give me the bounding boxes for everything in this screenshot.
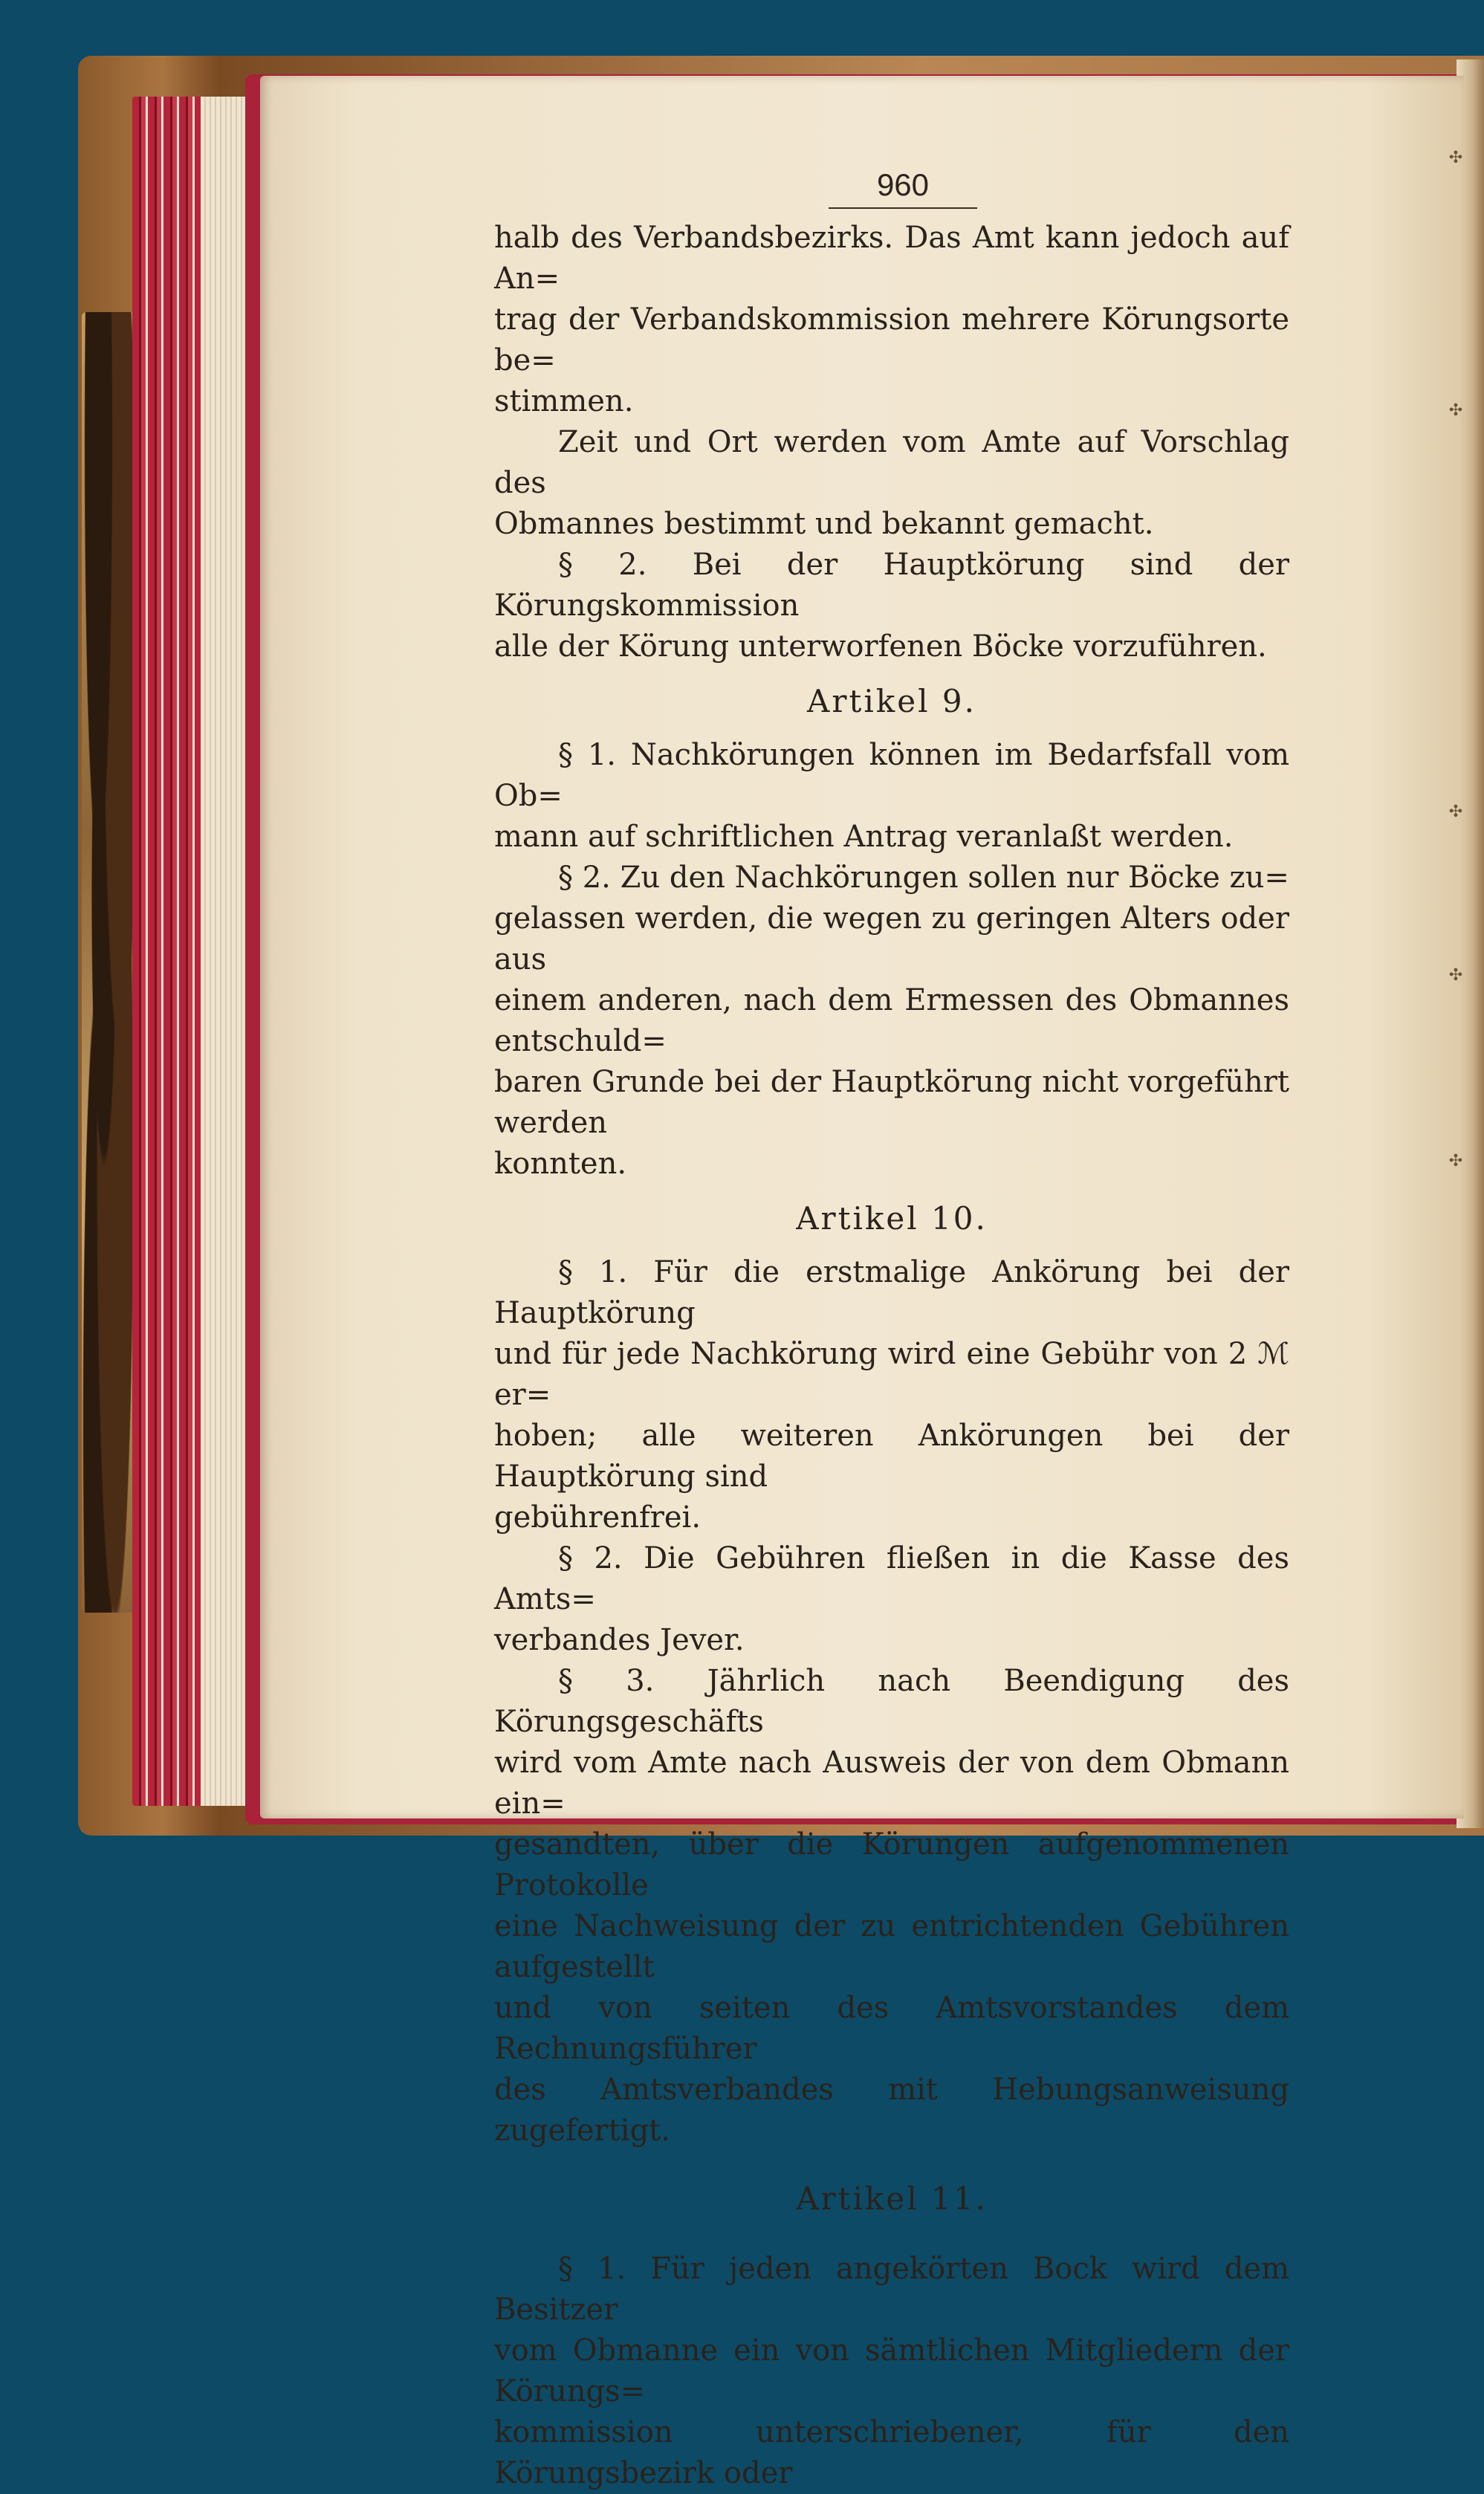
page-number: 960 <box>829 167 977 209</box>
article-9-heading: Artikel 9. <box>807 683 976 719</box>
paragraph-3: § 2. Bei der Hauptkörung sind der Körungskommission alle der Körung unterworfenen Böcke vorzuführen. <box>494 548 1289 664</box>
paragraph-5: § 2. Zu den Nachkörungen sollen nur Böcke zu= gelassen werden, die wegen zu geringen Alters oder aus einem anderen, nach dem Ermessen des Obmannes entschuld= baren Grunde bei der Hauptkörung nicht vorgeführt werden konnten. <box>494 861 1289 1181</box>
article-11-heading: Artikel 11. <box>796 2180 988 2217</box>
paragraph-8: § 3. Jährlich nach Beendigung des Körungsgeschäfts wird vom Amte nach Ausweis der von dem Obmann ein= gesandten, über die Körungen aufgenommenen Protokolle eine Nachweisung der zu entrichtenden Gebühren aufgestellt und von seiten des Amtsvorstandes dem Rechnungsführer des Amtsverbandes mit Hebungsanweisung zugefertigt. <box>494 1664 1289 2148</box>
stitch-icon: ✣ <box>1448 803 1463 821</box>
article-10-heading: Artikel 10. <box>796 1200 988 1237</box>
stitch-icon: ✣ <box>1448 401 1463 420</box>
page-text-column <box>494 167 1289 2494</box>
paragraph-9: § 1. Für jeden angekörten Bock wird dem Besitzer vom Obmanne ein von sämtlichen Mitgliedern der Körungs= kommission unterschriebener, für den Körungsbezirk oder <box>494 2252 1289 2490</box>
marbled-board <box>82 312 137 1613</box>
stitch-icon: ✣ <box>1448 149 1463 167</box>
paragraph-6: § 1. Für die erstmalige Ankörung bei der Hauptkörung und für jede Nachkörung wird eine Gebühr von 2 ℳ er= hoben; alle weiteren Ankörungen bei der Hauptkörung sind gebührenfrei. <box>494 1255 1289 1535</box>
paragraph-2: Zeit und Ort werden vom Amte auf Vorschlag des Obmannes bestimmt und bekannt gemacht. <box>494 425 1289 541</box>
paragraph-7: § 2. Die Gebühren fließen in die Kasse des Amts= verbandes Jever. <box>494 1541 1289 1657</box>
stitch-icon: ✣ <box>1448 966 1463 985</box>
stitch-icon: ✣ <box>1448 1152 1463 1170</box>
paragraph-4: § 1. Nachkörungen können im Bedarfsfall vom Ob= mann auf schriftlichen Antrag veranlaßt werden. <box>494 738 1289 854</box>
paragraph-1: halb des Verbandsbezirks. Das Amt kann jedoch auf An= trag der Verbandskommission mehrere Körungsorte be= stimmen. <box>494 221 1289 418</box>
